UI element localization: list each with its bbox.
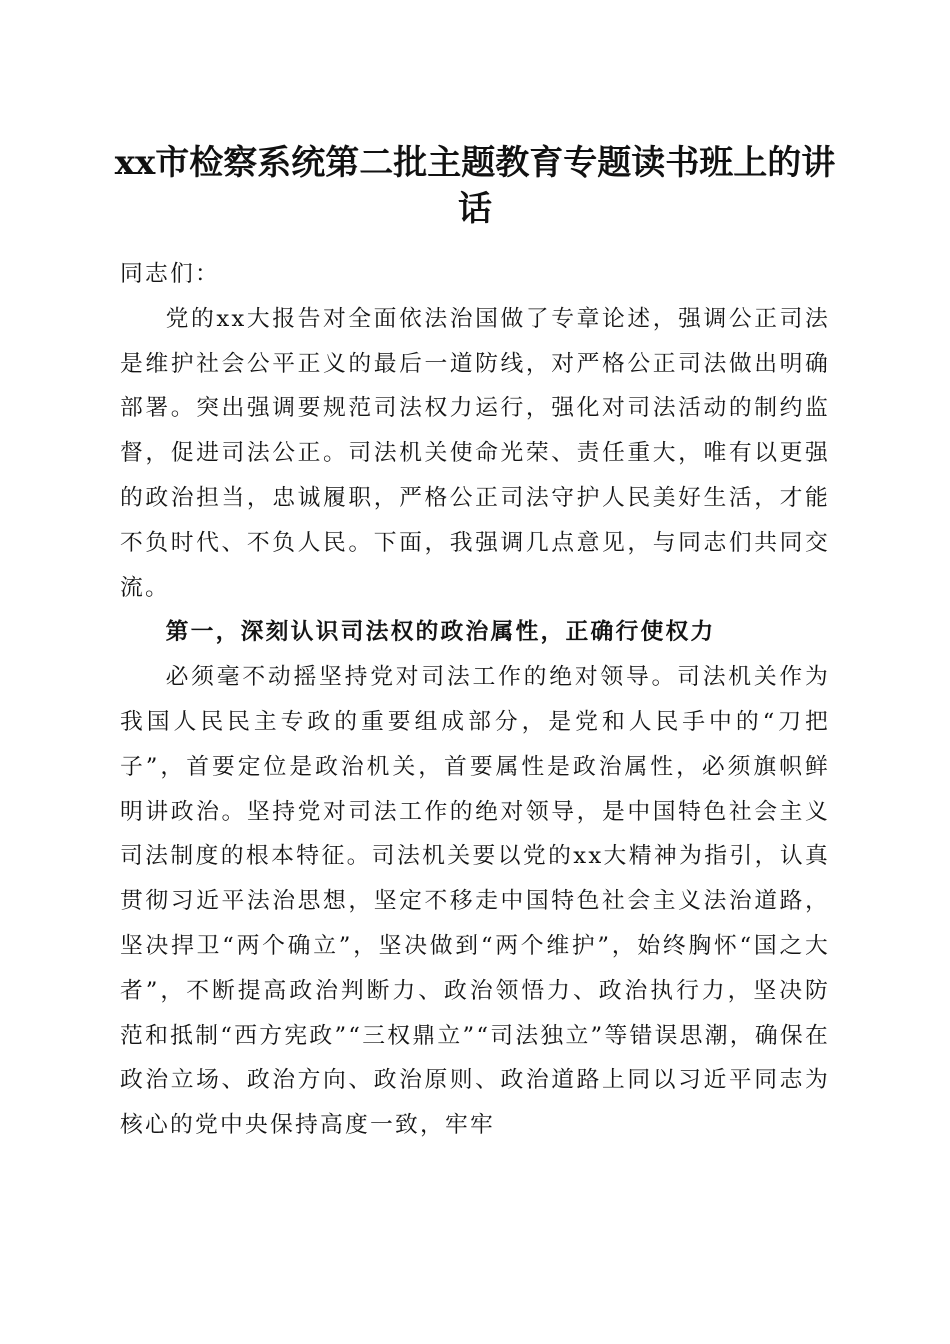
- section-heading: 第一，深刻认识司法权的政治属性，正确行使权力: [165, 619, 716, 646]
- salutation: 同志们：: [120, 261, 220, 287]
- document-body: [120, 252, 830, 1148]
- section-paragraph: 必须毫不动摇坚持党对司法工作的绝对领导。司法机关作为我国人民民主专政的重要组成部分，是党和人民手中的“刀把子”，首要定位是政治机关，首要属性是政治属性，必须旗帜鲜明讲政治。坚持党对司法工作的绝对领导，是中国特色社会主义司法制度的根本特征。司法机关要以党的xx大精神为指引，认真贯彻习近平法治思想，坚定不移走中国特色社会主义法治道路，坚决捍卫“两个确立”，坚决做到“两个维护”，始终胸怀“国之大者”，不断提高政治判断力、政治领悟力、政治执行力，坚决防范和抵制“西方宪政”“三权鼎立”“司法独立”等错误思潮，确保在政治立场、政治方向、政治原则、政治道路上同以习近平同志为核心的党中央保持高度一致，牢牢: [120, 664, 830, 1139]
- intro-paragraph: 党的xx大报告对全面依法治国做了专章论述，强调公正司法是维护社会公平正义的最后一道防线，对严格公正司法做出明确部署。突出强调要规范司法权力运行，强化对司法活动的制约监督，促进司法公正。司法机关使命光荣、责任重大，唯有以更强的政治担当，忠诚履职，严格公正司法守护人民美好生活，才能不负时代、不负人民。下面，我强调几点意见，与同志们共同交流。: [120, 305, 830, 601]
- document-title: xx市检察系统第二批主题教育专题读书班上的讲话: [114, 143, 836, 229]
